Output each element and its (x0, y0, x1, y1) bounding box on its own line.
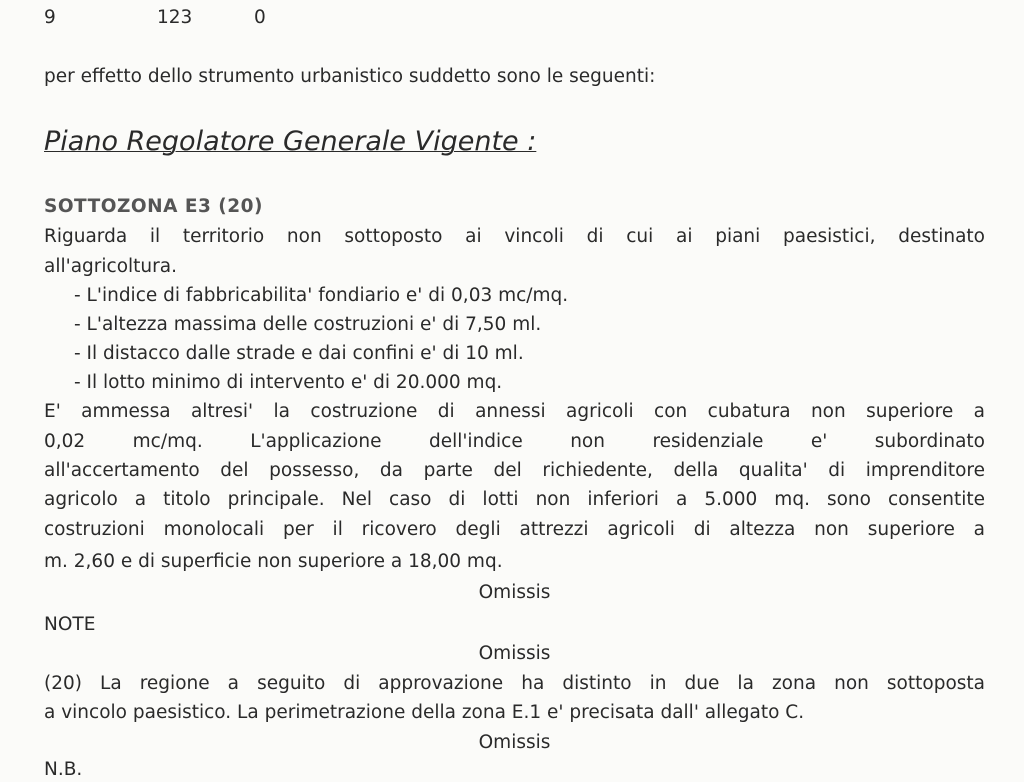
footnote-line: a vincolo paesistico. La perimetrazione della zona E.1 e' precisata dall' allegato C. (44, 702, 805, 723)
nb-label: N.B. (44, 759, 83, 780)
note-label: NOTE (44, 614, 96, 635)
omissis-marker: Omissis (478, 582, 551, 603)
rule-item: - L'indice di fabbricabilita' fondiario e' di 0,03 mc/mq. (74, 285, 569, 306)
omissis-marker: Omissis (478, 732, 551, 753)
number-cell: 9 (44, 7, 56, 28)
number-cell: 123 (157, 7, 193, 28)
zone-heading: SOTTOZONA E3 (20) (44, 196, 263, 217)
paragraph-line: 0,02 mc/mq. L'applicazione dell'indice non residenziale e' subordinato (44, 431, 985, 452)
description-line: all'agricoltura. (44, 256, 177, 277)
omissis-marker: Omissis (478, 643, 551, 664)
paragraph-line: agricolo a titolo principale. Nel caso di lotti non inferiori a 5.000 mq. sono consentite (44, 489, 985, 510)
paragraph-line: m. 2,60 e di superficie non superiore a 18,00 mq. (44, 551, 503, 572)
rule-item: - Il distacco dalle strade e dai confini e' di 10 ml. (74, 343, 524, 364)
paragraph-line: E' ammessa altresi' la costruzione di annessi agricoli con cubatura non superiore a (44, 401, 985, 422)
rule-item: - Il lotto minimo di intervento e' di 20.000 mq. (74, 372, 503, 393)
intro-text: per effetto dello strumento urbanistico suddetto sono le seguenti: (44, 66, 656, 87)
paragraph-line: all'accertamento del possesso, da parte del richiedente, della qualita' di imprenditore (44, 460, 985, 481)
paragraph-line: costruzioni monolocali per il ricovero degli attrezzi agricoli di altezza non superiore a (44, 519, 985, 540)
description-line: Riguarda il territorio non sottoposto ai vincoli di cui ai piani paesistici, destinato (44, 226, 985, 247)
number-cell: 0 (254, 7, 266, 28)
footnote-line: (20) La regione a seguito di approvazione ha distinto in due la zona non sottoposta (44, 673, 985, 694)
section-title: Piano Regolatore Generale Vigente : (44, 126, 537, 157)
rule-item: - L'altezza massima delle costruzioni e' di 7,50 ml. (74, 314, 542, 335)
